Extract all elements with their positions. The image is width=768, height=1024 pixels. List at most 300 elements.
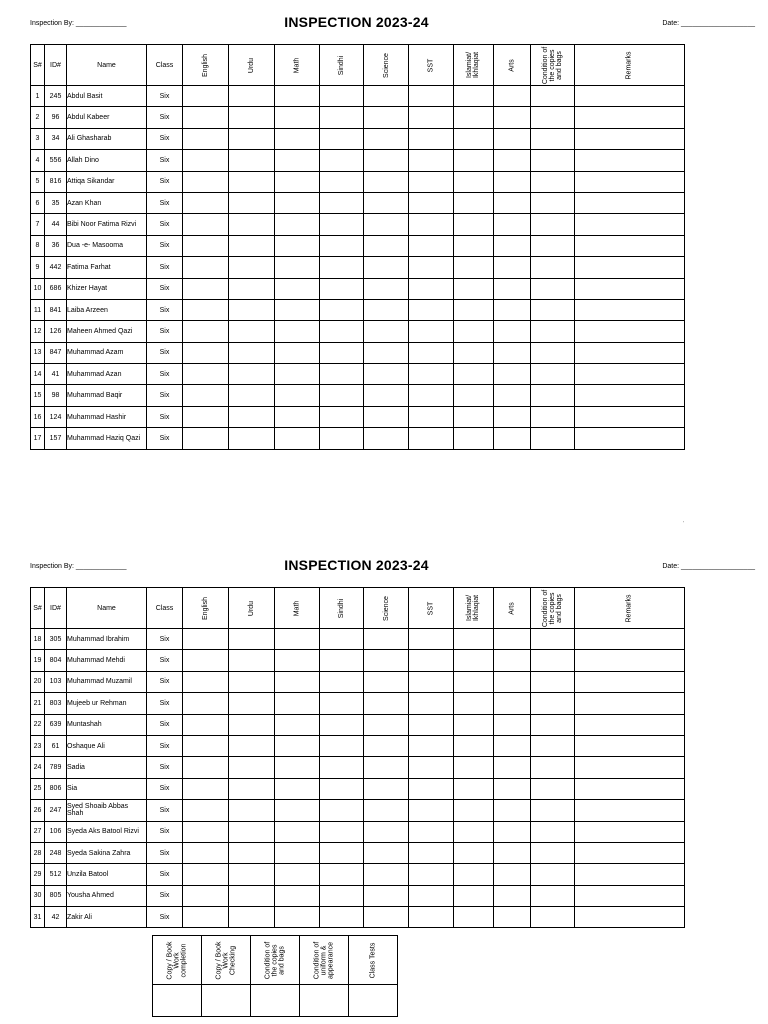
score-cell-math[interactable]: [275, 257, 320, 278]
score-cell-sindhi[interactable]: [320, 235, 364, 256]
score-cell-sst[interactable]: [409, 428, 454, 449]
score-cell-science[interactable]: [364, 842, 409, 863]
score-cell-arts[interactable]: [494, 150, 531, 171]
score-cell-science[interactable]: [364, 735, 409, 756]
score-cell-islamiat[interactable]: [454, 428, 494, 449]
score-cell-condition[interactable]: [531, 150, 575, 171]
score-cell-arts[interactable]: [494, 235, 531, 256]
score-cell-remarks[interactable]: [575, 693, 685, 714]
score-cell-remarks[interactable]: [575, 171, 685, 192]
score-cell-remarks[interactable]: [575, 278, 685, 299]
score-cell-english[interactable]: [183, 107, 229, 128]
score-cell-urdu[interactable]: [229, 192, 275, 213]
score-cell-science[interactable]: [364, 385, 409, 406]
score-cell-remarks[interactable]: [575, 107, 685, 128]
score-cell-remarks[interactable]: [575, 192, 685, 213]
score-cell-remarks[interactable]: [575, 629, 685, 650]
score-cell-math[interactable]: [275, 428, 320, 449]
score-cell-science[interactable]: [364, 150, 409, 171]
score-cell-sst[interactable]: [409, 128, 454, 149]
score-cell-english[interactable]: [183, 885, 229, 906]
score-cell-sst[interactable]: [409, 864, 454, 885]
score-cell-condition[interactable]: [531, 757, 575, 778]
score-cell-remarks[interactable]: [575, 299, 685, 320]
score-cell-math[interactable]: [275, 735, 320, 756]
score-cell-condition[interactable]: [531, 885, 575, 906]
score-cell-sst[interactable]: [409, 821, 454, 842]
score-cell-remarks[interactable]: [575, 86, 685, 107]
score-cell-sindhi[interactable]: [320, 800, 364, 821]
score-cell-islamiat[interactable]: [454, 278, 494, 299]
score-cell-sindhi[interactable]: [320, 629, 364, 650]
score-cell-sindhi[interactable]: [320, 278, 364, 299]
score-cell-islamiat[interactable]: [454, 192, 494, 213]
score-cell-sst[interactable]: [409, 800, 454, 821]
score-cell-sindhi[interactable]: [320, 735, 364, 756]
score-cell-sst[interactable]: [409, 714, 454, 735]
score-cell-arts[interactable]: [494, 406, 531, 427]
score-cell-urdu[interactable]: [229, 235, 275, 256]
score-cell-condition[interactable]: [531, 671, 575, 692]
score-cell-english[interactable]: [183, 385, 229, 406]
score-cell-islamiat[interactable]: [454, 385, 494, 406]
score-cell-sst[interactable]: [409, 235, 454, 256]
score-cell-condition[interactable]: [531, 321, 575, 342]
score-cell-science[interactable]: [364, 321, 409, 342]
score-cell-urdu[interactable]: [229, 778, 275, 799]
score-cell-math[interactable]: [275, 214, 320, 235]
score-cell-sst[interactable]: [409, 257, 454, 278]
score-cell-english[interactable]: [183, 342, 229, 363]
score-cell-math[interactable]: [275, 107, 320, 128]
score-cell-science[interactable]: [364, 128, 409, 149]
score-cell-islamiat[interactable]: [454, 321, 494, 342]
score-cell-islamiat[interactable]: [454, 171, 494, 192]
score-cell-urdu[interactable]: [229, 107, 275, 128]
score-cell-urdu[interactable]: [229, 885, 275, 906]
score-cell-condition[interactable]: [531, 107, 575, 128]
score-cell-sindhi[interactable]: [320, 192, 364, 213]
score-cell-sindhi[interactable]: [320, 150, 364, 171]
score-cell-condition[interactable]: [531, 864, 575, 885]
score-cell-remarks[interactable]: [575, 842, 685, 863]
score-cell-islamiat[interactable]: [454, 86, 494, 107]
score-cell-sindhi[interactable]: [320, 406, 364, 427]
score-cell-islamiat[interactable]: [454, 257, 494, 278]
score-cell-islamiat[interactable]: [454, 150, 494, 171]
score-cell-science[interactable]: [364, 235, 409, 256]
score-cell-urdu[interactable]: [229, 650, 275, 671]
score-cell-sst[interactable]: [409, 907, 454, 928]
score-cell-math[interactable]: [275, 714, 320, 735]
score-cell-condition[interactable]: [531, 364, 575, 385]
score-cell-urdu[interactable]: [229, 86, 275, 107]
score-cell-urdu[interactable]: [229, 800, 275, 821]
score-cell-english[interactable]: [183, 842, 229, 863]
score-cell-sst[interactable]: [409, 671, 454, 692]
score-cell-sindhi[interactable]: [320, 650, 364, 671]
score-cell-sindhi[interactable]: [320, 821, 364, 842]
score-cell-urdu[interactable]: [229, 171, 275, 192]
score-cell-urdu[interactable]: [229, 278, 275, 299]
score-cell-arts[interactable]: [494, 885, 531, 906]
score-cell-math[interactable]: [275, 128, 320, 149]
score-cell-english[interactable]: [183, 800, 229, 821]
score-cell-sindhi[interactable]: [320, 778, 364, 799]
score-cell-sindhi[interactable]: [320, 907, 364, 928]
score-cell-math[interactable]: [275, 864, 320, 885]
score-cell-sst[interactable]: [409, 171, 454, 192]
score-cell-arts[interactable]: [494, 364, 531, 385]
score-cell-condition[interactable]: [531, 428, 575, 449]
score-cell-islamiat[interactable]: [454, 107, 494, 128]
score-cell-math[interactable]: [275, 693, 320, 714]
score-cell-arts[interactable]: [494, 257, 531, 278]
score-cell-english[interactable]: [183, 821, 229, 842]
score-cell-sst[interactable]: [409, 842, 454, 863]
score-cell-remarks[interactable]: [575, 714, 685, 735]
score-cell-science[interactable]: [364, 778, 409, 799]
score-cell-arts[interactable]: [494, 128, 531, 149]
score-cell-condition[interactable]: [531, 192, 575, 213]
score-cell-english[interactable]: [183, 406, 229, 427]
score-cell-arts[interactable]: [494, 192, 531, 213]
score-cell-sindhi[interactable]: [320, 757, 364, 778]
score-cell-science[interactable]: [364, 714, 409, 735]
score-cell-arts[interactable]: [494, 342, 531, 363]
score-cell-condition[interactable]: [531, 257, 575, 278]
score-cell-urdu[interactable]: [229, 629, 275, 650]
score-cell-science[interactable]: [364, 693, 409, 714]
score-cell-islamiat[interactable]: [454, 735, 494, 756]
score-cell-english[interactable]: [183, 128, 229, 149]
score-cell-english[interactable]: [183, 171, 229, 192]
score-cell-arts[interactable]: [494, 171, 531, 192]
score-cell-sindhi[interactable]: [320, 214, 364, 235]
score-cell-condition[interactable]: [531, 714, 575, 735]
score-cell-math[interactable]: [275, 650, 320, 671]
score-cell-science[interactable]: [364, 107, 409, 128]
score-cell-urdu[interactable]: [229, 842, 275, 863]
score-cell-urdu[interactable]: [229, 821, 275, 842]
score-cell-condition[interactable]: [531, 385, 575, 406]
score-cell-islamiat[interactable]: [454, 778, 494, 799]
score-cell-remarks[interactable]: [575, 864, 685, 885]
score-cell-math[interactable]: [275, 821, 320, 842]
score-cell-condition[interactable]: [531, 214, 575, 235]
score-cell-sst[interactable]: [409, 86, 454, 107]
score-cell-science[interactable]: [364, 86, 409, 107]
score-cell-english[interactable]: [183, 214, 229, 235]
score-cell-math[interactable]: [275, 907, 320, 928]
score-cell-math[interactable]: [275, 885, 320, 906]
score-cell-arts[interactable]: [494, 86, 531, 107]
score-cell-remarks[interactable]: [575, 800, 685, 821]
score-cell-english[interactable]: [183, 778, 229, 799]
score-cell-condition[interactable]: [531, 406, 575, 427]
score-cell-science[interactable]: [364, 257, 409, 278]
score-cell-english[interactable]: [183, 278, 229, 299]
score-cell-math[interactable]: [275, 342, 320, 363]
score-cell-arts[interactable]: [494, 842, 531, 863]
score-cell-urdu[interactable]: [229, 693, 275, 714]
score-cell-sst[interactable]: [409, 650, 454, 671]
score-cell-science[interactable]: [364, 864, 409, 885]
score-cell-islamiat[interactable]: [454, 907, 494, 928]
score-cell-english[interactable]: [183, 428, 229, 449]
score-cell-sindhi[interactable]: [320, 299, 364, 320]
score-cell-islamiat[interactable]: [454, 406, 494, 427]
score-cell-science[interactable]: [364, 629, 409, 650]
score-cell-islamiat[interactable]: [454, 214, 494, 235]
score-cell-arts[interactable]: [494, 107, 531, 128]
score-cell-islamiat[interactable]: [454, 235, 494, 256]
score-cell-sst[interactable]: [409, 107, 454, 128]
score-cell-sindhi[interactable]: [320, 671, 364, 692]
score-cell-urdu[interactable]: [229, 735, 275, 756]
score-cell-condition[interactable]: [531, 128, 575, 149]
score-cell-sindhi[interactable]: [320, 428, 364, 449]
score-cell-math[interactable]: [275, 757, 320, 778]
score-cell-math[interactable]: [275, 800, 320, 821]
score-cell-arts[interactable]: [494, 907, 531, 928]
score-cell-science[interactable]: [364, 342, 409, 363]
score-cell-remarks[interactable]: [575, 885, 685, 906]
score-cell-sindhi[interactable]: [320, 321, 364, 342]
score-cell-condition[interactable]: [531, 299, 575, 320]
score-cell-english[interactable]: [183, 321, 229, 342]
score-cell-english[interactable]: [183, 864, 229, 885]
score-cell-arts[interactable]: [494, 735, 531, 756]
score-cell-remarks[interactable]: [575, 778, 685, 799]
score-cell-sindhi[interactable]: [320, 864, 364, 885]
score-cell-arts[interactable]: [494, 693, 531, 714]
score-cell-islamiat[interactable]: [454, 693, 494, 714]
summary-value-cell[interactable]: [202, 985, 251, 1017]
score-cell-arts[interactable]: [494, 428, 531, 449]
score-cell-islamiat[interactable]: [454, 128, 494, 149]
score-cell-sst[interactable]: [409, 885, 454, 906]
score-cell-sst[interactable]: [409, 214, 454, 235]
summary-value-cell[interactable]: [251, 985, 300, 1017]
score-cell-urdu[interactable]: [229, 214, 275, 235]
score-cell-english[interactable]: [183, 693, 229, 714]
score-cell-sst[interactable]: [409, 364, 454, 385]
score-cell-sindhi[interactable]: [320, 257, 364, 278]
score-cell-condition[interactable]: [531, 800, 575, 821]
score-cell-condition[interactable]: [531, 842, 575, 863]
score-cell-math[interactable]: [275, 385, 320, 406]
score-cell-science[interactable]: [364, 428, 409, 449]
score-cell-english[interactable]: [183, 192, 229, 213]
score-cell-islamiat[interactable]: [454, 864, 494, 885]
score-cell-sindhi[interactable]: [320, 885, 364, 906]
score-cell-condition[interactable]: [531, 693, 575, 714]
score-cell-arts[interactable]: [494, 671, 531, 692]
score-cell-science[interactable]: [364, 650, 409, 671]
score-cell-english[interactable]: [183, 714, 229, 735]
score-cell-science[interactable]: [364, 299, 409, 320]
score-cell-remarks[interactable]: [575, 235, 685, 256]
score-cell-english[interactable]: [183, 735, 229, 756]
score-cell-arts[interactable]: [494, 278, 531, 299]
score-cell-urdu[interactable]: [229, 342, 275, 363]
score-cell-sst[interactable]: [409, 385, 454, 406]
score-cell-sst[interactable]: [409, 778, 454, 799]
score-cell-science[interactable]: [364, 214, 409, 235]
score-cell-remarks[interactable]: [575, 428, 685, 449]
score-cell-remarks[interactable]: [575, 385, 685, 406]
score-cell-islamiat[interactable]: [454, 714, 494, 735]
score-cell-islamiat[interactable]: [454, 342, 494, 363]
score-cell-math[interactable]: [275, 86, 320, 107]
score-cell-islamiat[interactable]: [454, 299, 494, 320]
score-cell-english[interactable]: [183, 257, 229, 278]
score-cell-science[interactable]: [364, 171, 409, 192]
score-cell-condition[interactable]: [531, 907, 575, 928]
score-cell-remarks[interactable]: [575, 321, 685, 342]
score-cell-math[interactable]: [275, 671, 320, 692]
score-cell-sst[interactable]: [409, 150, 454, 171]
score-cell-urdu[interactable]: [229, 385, 275, 406]
summary-value-cell[interactable]: [300, 985, 349, 1017]
score-cell-urdu[interactable]: [229, 321, 275, 342]
score-cell-science[interactable]: [364, 757, 409, 778]
score-cell-islamiat[interactable]: [454, 757, 494, 778]
score-cell-urdu[interactable]: [229, 671, 275, 692]
score-cell-islamiat[interactable]: [454, 821, 494, 842]
score-cell-condition[interactable]: [531, 735, 575, 756]
score-cell-condition[interactable]: [531, 650, 575, 671]
score-cell-english[interactable]: [183, 629, 229, 650]
score-cell-math[interactable]: [275, 278, 320, 299]
score-cell-urdu[interactable]: [229, 150, 275, 171]
score-cell-sindhi[interactable]: [320, 86, 364, 107]
score-cell-condition[interactable]: [531, 778, 575, 799]
score-cell-arts[interactable]: [494, 778, 531, 799]
score-cell-arts[interactable]: [494, 864, 531, 885]
score-cell-condition[interactable]: [531, 629, 575, 650]
score-cell-sindhi[interactable]: [320, 714, 364, 735]
score-cell-arts[interactable]: [494, 385, 531, 406]
score-cell-islamiat[interactable]: [454, 364, 494, 385]
score-cell-math[interactable]: [275, 235, 320, 256]
score-cell-math[interactable]: [275, 192, 320, 213]
score-cell-arts[interactable]: [494, 650, 531, 671]
score-cell-urdu[interactable]: [229, 757, 275, 778]
score-cell-sst[interactable]: [409, 735, 454, 756]
score-cell-islamiat[interactable]: [454, 800, 494, 821]
score-cell-science[interactable]: [364, 907, 409, 928]
score-cell-sst[interactable]: [409, 693, 454, 714]
score-cell-english[interactable]: [183, 671, 229, 692]
score-cell-english[interactable]: [183, 757, 229, 778]
score-cell-urdu[interactable]: [229, 714, 275, 735]
score-cell-urdu[interactable]: [229, 299, 275, 320]
score-cell-remarks[interactable]: [575, 650, 685, 671]
score-cell-urdu[interactable]: [229, 864, 275, 885]
score-cell-sindhi[interactable]: [320, 842, 364, 863]
score-cell-remarks[interactable]: [575, 671, 685, 692]
score-cell-remarks[interactable]: [575, 735, 685, 756]
score-cell-sst[interactable]: [409, 629, 454, 650]
score-cell-condition[interactable]: [531, 821, 575, 842]
score-cell-math[interactable]: [275, 629, 320, 650]
score-cell-english[interactable]: [183, 86, 229, 107]
score-cell-math[interactable]: [275, 150, 320, 171]
score-cell-math[interactable]: [275, 778, 320, 799]
score-cell-remarks[interactable]: [575, 364, 685, 385]
summary-value-cell[interactable]: [349, 985, 398, 1017]
score-cell-math[interactable]: [275, 299, 320, 320]
score-cell-arts[interactable]: [494, 800, 531, 821]
score-cell-science[interactable]: [364, 406, 409, 427]
score-cell-sst[interactable]: [409, 299, 454, 320]
score-cell-sst[interactable]: [409, 278, 454, 299]
score-cell-arts[interactable]: [494, 214, 531, 235]
score-cell-sst[interactable]: [409, 406, 454, 427]
score-cell-islamiat[interactable]: [454, 629, 494, 650]
score-cell-sindhi[interactable]: [320, 128, 364, 149]
score-cell-islamiat[interactable]: [454, 842, 494, 863]
score-cell-urdu[interactable]: [229, 406, 275, 427]
score-cell-sindhi[interactable]: [320, 171, 364, 192]
score-cell-remarks[interactable]: [575, 757, 685, 778]
score-cell-sindhi[interactable]: [320, 107, 364, 128]
score-cell-science[interactable]: [364, 278, 409, 299]
score-cell-science[interactable]: [364, 885, 409, 906]
score-cell-sst[interactable]: [409, 192, 454, 213]
score-cell-condition[interactable]: [531, 342, 575, 363]
score-cell-arts[interactable]: [494, 757, 531, 778]
score-cell-math[interactable]: [275, 842, 320, 863]
score-cell-condition[interactable]: [531, 86, 575, 107]
score-cell-remarks[interactable]: [575, 257, 685, 278]
score-cell-sindhi[interactable]: [320, 342, 364, 363]
score-cell-urdu[interactable]: [229, 257, 275, 278]
score-cell-sindhi[interactable]: [320, 385, 364, 406]
score-cell-english[interactable]: [183, 364, 229, 385]
score-cell-remarks[interactable]: [575, 128, 685, 149]
score-cell-sst[interactable]: [409, 321, 454, 342]
score-cell-condition[interactable]: [531, 278, 575, 299]
score-cell-arts[interactable]: [494, 714, 531, 735]
score-cell-english[interactable]: [183, 150, 229, 171]
score-cell-science[interactable]: [364, 671, 409, 692]
score-cell-remarks[interactable]: [575, 342, 685, 363]
score-cell-sindhi[interactable]: [320, 693, 364, 714]
score-cell-english[interactable]: [183, 299, 229, 320]
score-cell-math[interactable]: [275, 321, 320, 342]
score-cell-sst[interactable]: [409, 757, 454, 778]
score-cell-math[interactable]: [275, 364, 320, 385]
score-cell-remarks[interactable]: [575, 907, 685, 928]
score-cell-remarks[interactable]: [575, 406, 685, 427]
score-cell-science[interactable]: [364, 821, 409, 842]
score-cell-english[interactable]: [183, 235, 229, 256]
score-cell-urdu[interactable]: [229, 428, 275, 449]
score-cell-arts[interactable]: [494, 299, 531, 320]
score-cell-sindhi[interactable]: [320, 364, 364, 385]
score-cell-islamiat[interactable]: [454, 885, 494, 906]
score-cell-math[interactable]: [275, 171, 320, 192]
score-cell-islamiat[interactable]: [454, 650, 494, 671]
score-cell-english[interactable]: [183, 907, 229, 928]
score-cell-remarks[interactable]: [575, 821, 685, 842]
score-cell-islamiat[interactable]: [454, 671, 494, 692]
score-cell-science[interactable]: [364, 800, 409, 821]
score-cell-arts[interactable]: [494, 321, 531, 342]
